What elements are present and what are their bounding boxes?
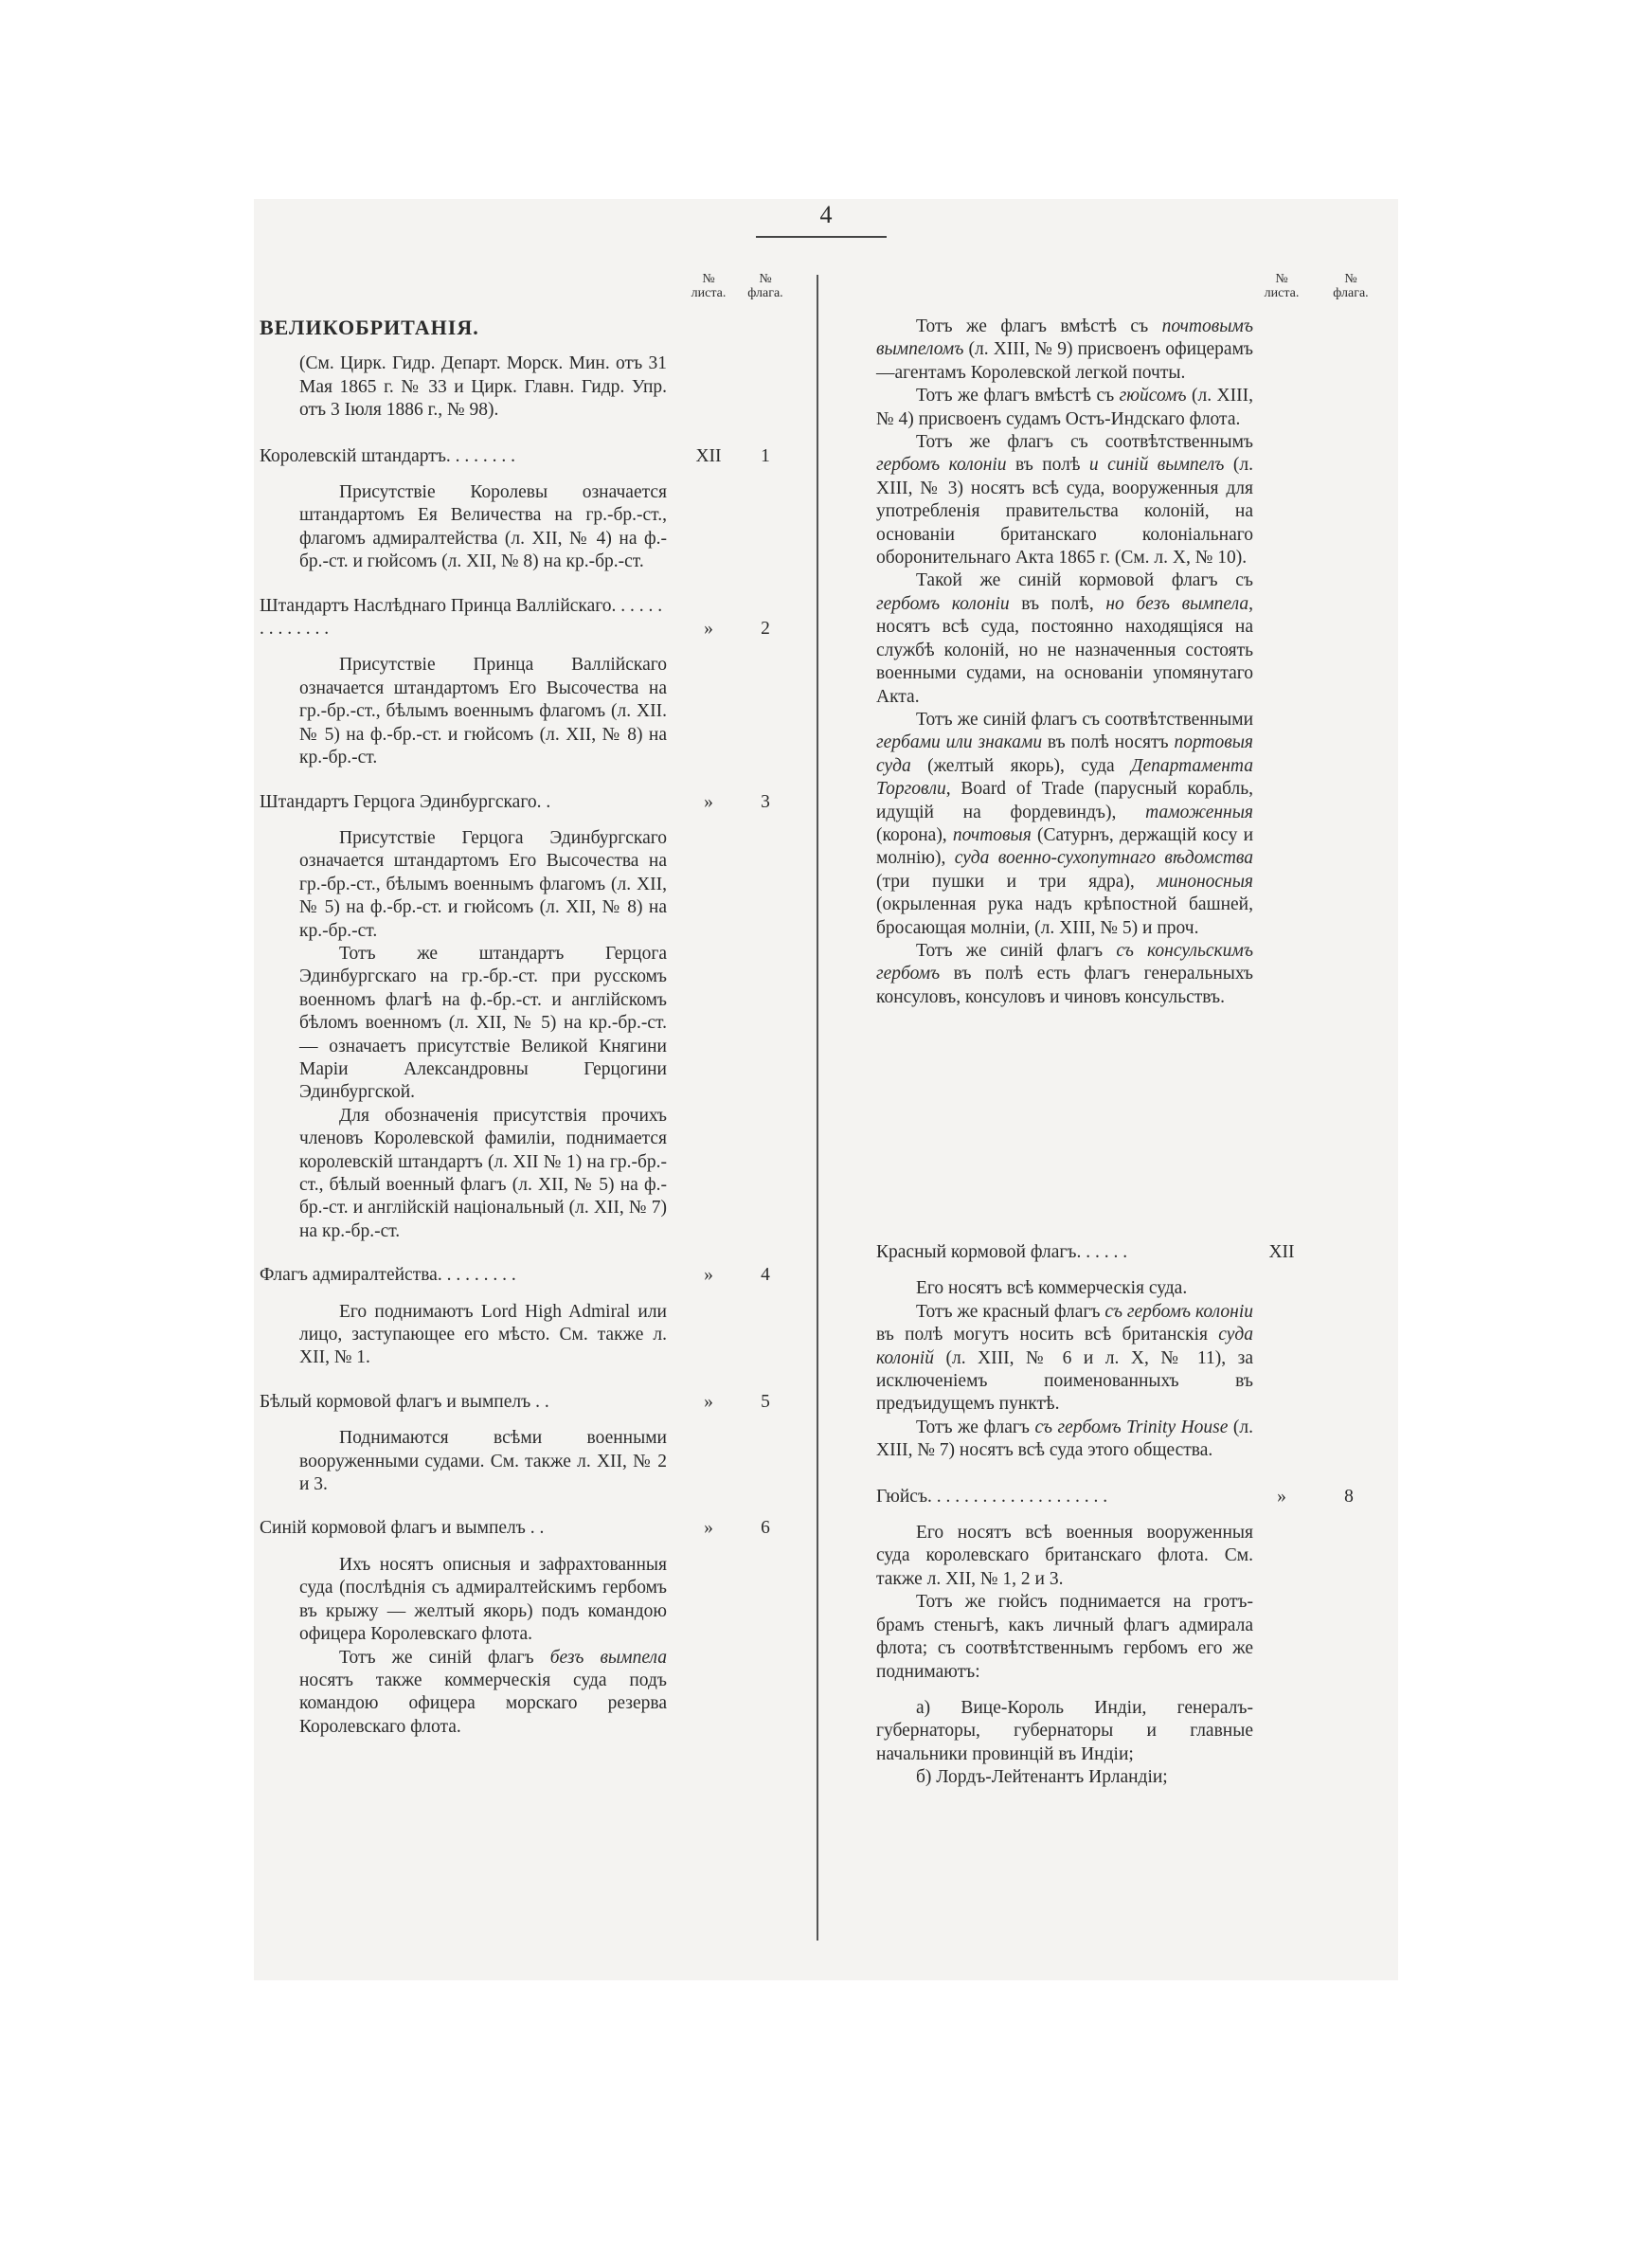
entry-duke-edinburgh-standard [260, 791, 770, 814]
flag-number: 4 [761, 1265, 770, 1286]
right-flag-header: № флага. [1333, 272, 1369, 300]
entry-text: Тотъ же флагъ съ гербомъ Trinity House (л. XIII, № 7) носятъ всѣ суда этого общества. [876, 1417, 1254, 1461]
entry-label: Гюйсъ. . . . . . . . . . . . . . . . . . . . [876, 1486, 1108, 1507]
sheet-number: » [704, 791, 713, 812]
entry-text: Тотъ же флагъ вмѣстѣ съ гюйсомъ (л. XIII, № 4) присвоенъ судамъ Остъ-Индскаго флота. [876, 386, 1253, 429]
entry-text: а) Вице-Король Индіи, генералъ-губернаторы, губернаторы и главные начальники провинцій въ Индіи; [876, 1697, 1253, 1764]
entry-blue-ensign [260, 1517, 770, 1540]
entry-text: Тотъ же синій флагъ съ соотвѣтственными гербами или знаками въ полѣ носятъ портовыя суда (желтый якорь), суда Департамента Торговли, Board of Trade (парусный корабль, идущій на фордевиндъ), таможенныя (корона), почтовыя (Сатурнъ, держащій косу и молнію), суда военно-сухопутнаго вѣдомства (три пушки и три ядра), миноносныя (окрыленная рука надъ крѣпостной башней, бросающая молніи, (л. XIII, № 5) и проч. [876, 709, 1254, 938]
sheet-number: » [704, 1391, 713, 1412]
entry-royal-standard [260, 445, 770, 468]
entry-text: Для обозначенія присутствія прочихъ членовъ Королевской фамиліи, поднимается королевскій штандартъ (л. XII № 1) на гр.-бр.-ст., бѣлый военный флагъ (л. XII, № 5) на ф.-бр.-ст. и англійскій національный (л. XII, № 7) на кр.-бр.-ст. [299, 1105, 667, 1241]
right-column [876, 316, 1253, 1009]
entry-text: Его носятъ всѣ военныя вооруженныя суда королевскаго британскаго флота. См. также л. XII, № 1, 2 и 3. [876, 1523, 1253, 1589]
column-divider [817, 275, 818, 1941]
entry-white-ensign [260, 1391, 770, 1414]
entry-text: Присутствіе Принца Валлійскаго означается штандартомъ Его Высочества на гр.-бр.-ст., бѣлымъ военнымъ флагомъ (л. XII. № 5) на ф.-бр.-ст. и гюйсомъ (л. XII, № 8) на кр.-бр.-ст. [299, 655, 667, 768]
entry-label: Бѣлый кормовой флагъ и вымпелъ . . [260, 1391, 549, 1412]
sheet-number: XII [1268, 1242, 1295, 1262]
flag-number: 3 [761, 791, 770, 812]
entry-label: Королевскій штандартъ. . . . . . . . [260, 445, 516, 466]
entry-label: Штандартъ Герцога Эдинбургскаго. . [260, 791, 551, 812]
sheet-number: XII [695, 445, 722, 466]
entry-text: Такой же синій кормовой флагъ съ гербомъ колоніи въ полѣ, но безъ вымпела, носятъ всѣ суда, постоянно находящіяся на службѣ колоній, но не назначенныя состоять военными судами, на основаніи упомянутаго Акта. [876, 570, 1253, 707]
source-citation: (См. Цирк. Гидр. Департ. Морск. Мин. отъ 31 Мая 1865 г. № 33 и Цирк. Главн. Гидр. Упр. отъ 3 Іюля 1886 г., № 98). [299, 353, 667, 421]
sheet-number: » [704, 1518, 713, 1539]
right-column-lower [876, 1241, 1354, 1790]
entry-text: Присутствіе Королевы означается штандартомъ Ея Величества на гр.-бр.-ст., флагомъ адмиралтейства (л. XII, № 4) на ф.-бр.-ст. и гюйсомъ (л. XII, № 8) на кр.-бр.-ст. [299, 482, 667, 572]
entry-label: Флагъ адмиралтейства. . . . . . . . . [260, 1265, 516, 1286]
entry-label: Синій кормовой флагъ и вымпелъ . . [260, 1518, 545, 1539]
entry-text: Его поднимаютъ Lord High Admiral или лицо, заступающее его мѣсто. См. также л. XII, № 1. [299, 1301, 667, 1368]
entry-text: Тотъ же флагъ вмѣстѣ съ почтовымъ вымпеломъ (л. XIII, № 9) присвоенъ офицерамъ—агентамъ Королевской легкой почты. [876, 316, 1253, 383]
entry-jack [876, 1486, 1354, 1508]
sheet-number: » [704, 1265, 713, 1286]
entry-label: Штандартъ Наслѣднаго Принца Валлійскаго. . . . . . . . . . . . . . [260, 595, 663, 640]
entry-text: Тотъ же штандартъ Герцога Эдинбургскаго на гр.-бр.-ст. при русскомъ военномъ флагѣ на ф.-бр.-ст. и англійскомъ бѣломъ военномъ (л. XII, № 5) на кр.-бр.-ст. — означаетъ присутствіе Великой Княгини Маріи Александровны Герцогини Эдинбургской. [299, 943, 667, 1103]
entry-label: Красный кормовой флагъ. . . . . . [876, 1242, 1128, 1262]
left-sheet-header: № листа. [691, 272, 727, 300]
entry-text: Поднимаются всѣми военными вооруженными судами. См. также л. XII, № 2 и 3. [299, 1428, 667, 1495]
flag-number: 6 [761, 1518, 770, 1539]
entry-text: Тотъ же флагъ съ соотвѣтственнымъ гербомъ колоніи въ полѣ и синій вымпелъ (л. XIII, № 3) носятъ всѣ суда, вооруженныя для употребленія правительства колоній, на основаніи британскаго колоніальнаго оборонительнаго Акта 1865 г. (См. л. X, № 10). [876, 432, 1253, 569]
flag-number: 1 [761, 445, 770, 466]
entry-text: Ихъ носятъ описныя и зафрахтованныя суда (послѣднія съ адмиралтейскимъ гербомъ въ крыжу — желтый якорь) подъ командою офицера Королевскаго флота. [299, 1554, 667, 1645]
entry-text: Тотъ же гюйсъ поднимается на гротъ-брамъ стеньгѣ, какъ личный флагъ адмирала флота; съ соотвѣтственнымъ гербомъ его же поднимаютъ: [876, 1592, 1253, 1682]
entry-text: Присутствіе Герцога Эдинбургскаго означается штандартомъ Его Высочества на гр.-бр.-ст., бѣлымъ военнымъ флагомъ (л. XII, № 5) на ф.-бр.-ст. и гюйсомъ (л. XII, № 8) на кр.-бр.-ст. [299, 827, 667, 941]
flag-number: 2 [761, 618, 770, 639]
entry-text: б) Лордъ-Лейтенантъ Ирландіи; [916, 1767, 1168, 1788]
entry-red-ensign [876, 1241, 1295, 1264]
entry-text: Его носятъ всѣ коммерческія суда. [916, 1278, 1188, 1299]
entry-text: Тотъ же красный флагъ съ гербомъ колоніи въ полѣ могутъ носить всѣ британскія суда колоній (л. XIII, № 6 и л. X, № 11), за исключеніемъ поименованныхъ въ предъидущемъ пунктѣ. [876, 1301, 1253, 1415]
entry-prince-wales-standard [260, 595, 770, 641]
page-number-rule [756, 236, 887, 238]
entry-text: Тотъ же синій флагъ безъ вымпела носятъ также коммерческія суда подъ командою офицера морскаго резерва Королевскаго флота. [299, 1647, 667, 1737]
left-flag-header: № флага. [747, 272, 783, 300]
country-title: ВЕЛИКОБРИТАНІЯ. [260, 316, 479, 339]
page-number: 4 [819, 201, 833, 228]
sheet-number: » [1277, 1486, 1286, 1507]
right-sheet-header: № листа. [1264, 272, 1300, 300]
entry-admiralty-flag [260, 1264, 770, 1287]
sheet-number: » [704, 618, 713, 639]
flag-number: 8 [1344, 1486, 1354, 1507]
entry-text: Тотъ же синій флагъ съ консульскимъ гербомъ въ полѣ есть флагъ генеральныхъ консуловъ, консуловъ и чиновъ консульствъ. [876, 940, 1253, 1007]
flag-number: 5 [761, 1391, 770, 1412]
